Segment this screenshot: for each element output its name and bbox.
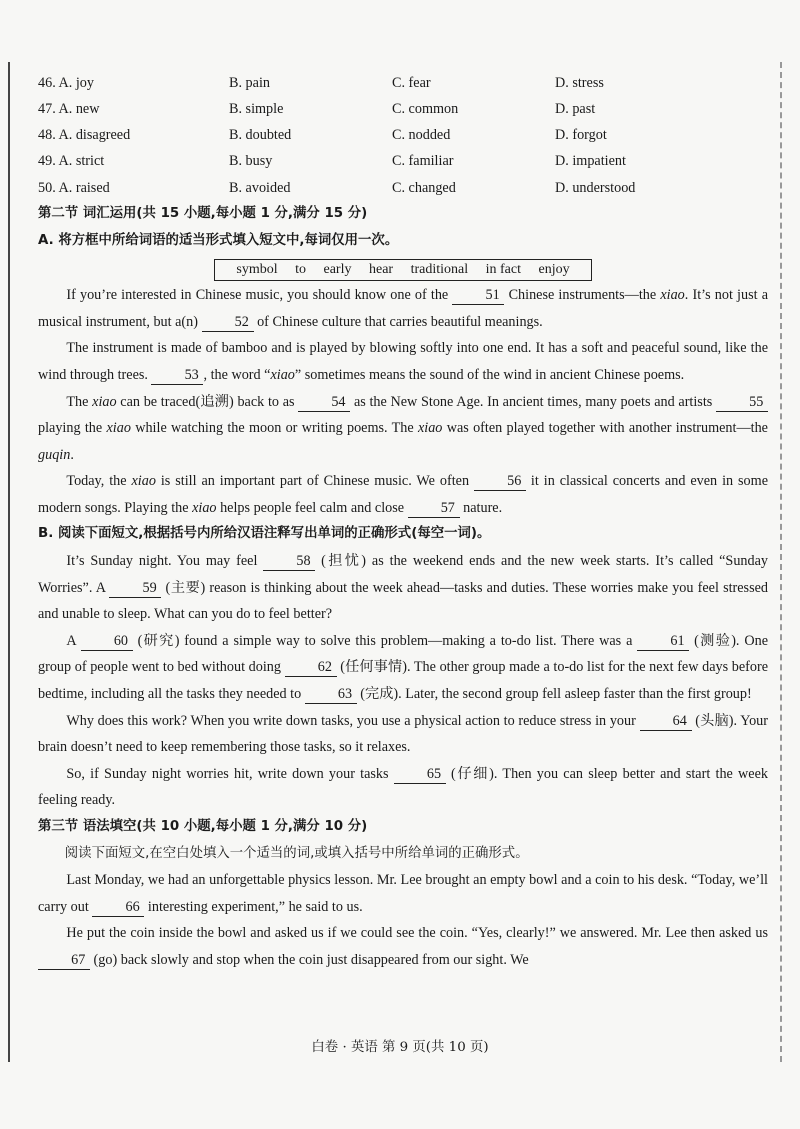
option-d: D. past xyxy=(555,100,596,117)
blank-65[interactable]: 65 xyxy=(394,765,446,784)
word-box-container xyxy=(38,256,768,280)
blank-58[interactable]: 58 xyxy=(263,552,315,571)
blank-59[interactable]: 59 xyxy=(109,579,161,598)
question-number: 47. xyxy=(38,100,56,117)
passage-b-paragraph-1: It’s Sunday night. You may feel 58 (担忧) as the weekend ends and the new week starts. It’s called “Sunday Worries”. A 59 (主要) reason is thinking about the week ahead—tasks and duties. These worries make you feel stressed and unable to sleep. What can you do to feel better? xyxy=(38,553,768,623)
word-box-item: in fact xyxy=(485,262,521,278)
section-2-heading: 第二节 词汇运用(共 15 小题,每小题 1 分,满分 15 分) xyxy=(38,205,368,221)
blank-62[interactable]: 62 xyxy=(285,658,337,677)
option-row-46 xyxy=(38,70,768,96)
option-c: C. common xyxy=(392,100,459,117)
option-a: A. raised xyxy=(58,179,110,196)
option-row-49 xyxy=(38,149,768,175)
word-box-item: early xyxy=(323,262,352,278)
word-box-item: symbol xyxy=(236,262,278,278)
option-row-48 xyxy=(38,122,768,148)
option-c: C. fear xyxy=(392,74,431,91)
blank-63[interactable]: 63 xyxy=(305,685,357,704)
word-box-item: to xyxy=(295,262,306,278)
option-a: A. disagreed xyxy=(58,127,131,144)
passage-a-paragraph-4: Today, the xiao is still an important part of Chinese music. We often 56 it in classical concerts and even in some modern songs. Playing the xiao helps people feel calm and close 57 nature. xyxy=(38,473,768,516)
blank-52[interactable]: 52 xyxy=(202,313,254,332)
question-number: 46. xyxy=(38,74,56,91)
passage-b-paragraph-4: So, if Sunday night worries hit, write down your tasks 65 (仔细). Then you can sleep better and start the week feeling ready. xyxy=(38,765,768,809)
question-number: 50. xyxy=(38,179,56,196)
right-margin-line xyxy=(780,62,784,1062)
passage-a-paragraph-2: The instrument is made of bamboo and is played by blowing softly into one end. It has a soft and peaceful sound, like the wind through trees. 53 , the word “xiao” sometimes means the sound of the wind in ancient Chinese poems. xyxy=(38,340,768,383)
blank-61[interactable]: 61 xyxy=(637,632,689,651)
option-c: C. changed xyxy=(392,179,456,196)
option-b: B. doubted xyxy=(229,127,292,144)
blank-67[interactable]: 67 xyxy=(38,951,90,970)
option-c: C. familiar xyxy=(392,153,454,170)
passage-b-paragraph-2: A 60 (研究) found a simple way to solve this problem—making a to-do list. There was a 61 (测验). One group of people went to bed without doing 62 (任何事情). The other group made a to-do list for the next few days before bedtime, including all the tasks they needed to 63 (完成). Later, the second group fell asleep faster than the first group! xyxy=(38,632,768,703)
question-number: 49. xyxy=(38,153,56,170)
part-a-instruction: A. 将方框中所给词语的适当形式填入短文中,每词仅用一次。 xyxy=(38,232,399,248)
option-b: B. simple xyxy=(229,100,284,117)
word-box xyxy=(214,259,591,281)
blank-64[interactable]: 64 xyxy=(640,712,692,731)
option-d: D. stress xyxy=(555,74,604,91)
blank-53[interactable]: 53 xyxy=(151,366,203,385)
question-number: 48. xyxy=(38,127,56,144)
passage-b-paragraph-3: Why does this work? When you write down tasks, you use a physical action to reduce stress in your 64 (头脑). Your brain doesn’t need to keep remembering those tasks, so it relaxes. xyxy=(38,712,768,756)
section-3-paragraph-1: Last Monday, we had an unforgettable physics lesson. Mr. Lee brought an empty bowl and a coin to his desk. “Today, we’ll carry out 66 interesting experiment,” he said to us. xyxy=(38,872,768,915)
option-a: A. strict xyxy=(58,153,105,170)
section-3-instruction: 阅读下面短文,在空白处填入一个适当的词,或填入括号中所给单词的正确形式。 xyxy=(64,845,529,861)
option-row-47 xyxy=(38,96,768,122)
word-box-item: traditional xyxy=(410,262,469,278)
option-a: A. new xyxy=(58,100,100,117)
section-3-heading: 第三节 语法填空(共 10 小题,每小题 1 分,满分 10 分) xyxy=(38,819,368,834)
part-b-instruction: B. 阅读下面短文,根据括号内所给汉语注释写出单词的正确形式(每空一词)。 xyxy=(38,526,491,542)
option-c: C. nodded xyxy=(392,127,451,144)
page-footer: 白卷 · 英语 第 9 页(共 10 页) xyxy=(311,1040,489,1055)
option-d: D. understood xyxy=(555,179,636,196)
passage-a-paragraph-3: The xiao can be traced(追溯) back to as 54 as the New Stone Age. In ancient times, many poets and artists 55 playing the xiao while watching the moon or writing poems. The xiao was often played together with another instrument—the guqin. xyxy=(38,393,768,463)
blank-60[interactable]: 60 xyxy=(81,632,133,651)
section-3-paragraph-2: He put the coin inside the bowl and asked us if we could see the coin. “Yes, clearly!” we answered. Mr. Lee then asked us 67 (go) back slowly and stop when the coin just disappeared from our sight. We xyxy=(38,920,768,973)
passage-a-paragraph-1: If you’re interested in Chinese music, you should know one of the 51 Chinese instruments—the xiao. It’s not just a musical instrument, but a(n) 52 of Chinese culture that carries beautiful meanings. xyxy=(38,287,769,330)
blank-57[interactable]: 57 xyxy=(408,499,460,518)
options-list xyxy=(38,70,768,201)
option-b: B. pain xyxy=(229,74,270,91)
option-a: A. joy xyxy=(58,74,94,91)
exam-page-content xyxy=(38,70,768,974)
option-d: D. forgot xyxy=(555,127,607,144)
word-box-item: enjoy xyxy=(538,262,570,278)
left-margin-line xyxy=(8,62,12,1062)
blank-54[interactable]: 54 xyxy=(298,393,350,412)
blank-51[interactable]: 51 xyxy=(452,286,504,305)
option-d: D. impatient xyxy=(555,153,626,170)
option-row-50 xyxy=(38,175,768,201)
option-b: B. busy xyxy=(229,153,273,170)
blank-66[interactable]: 66 xyxy=(92,898,144,917)
blank-56[interactable]: 56 xyxy=(474,472,526,491)
blank-55[interactable]: 55 xyxy=(716,393,768,412)
option-b: B. avoided xyxy=(229,179,291,196)
word-box-item: hear xyxy=(368,262,394,278)
